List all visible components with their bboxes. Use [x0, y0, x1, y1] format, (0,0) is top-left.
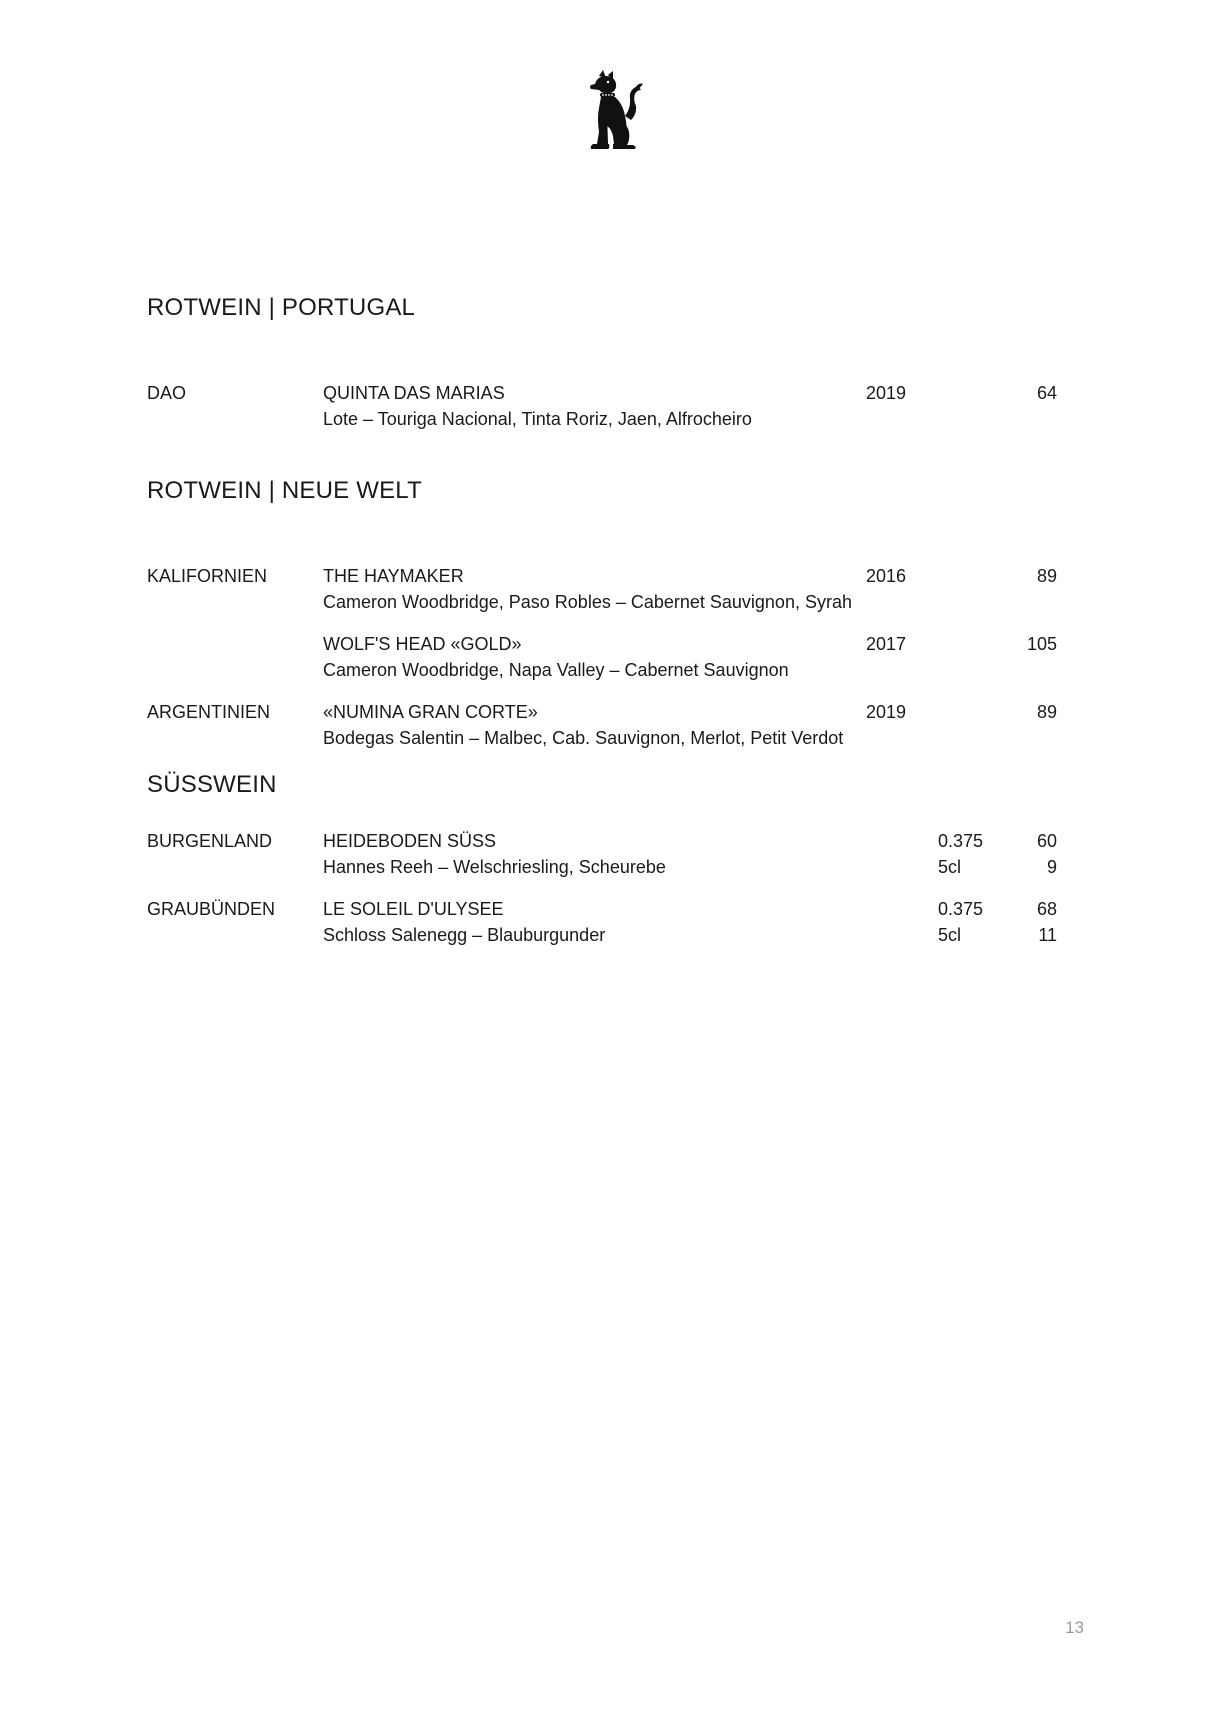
section-title-suesswein: SÜSSWEIN [147, 771, 277, 798]
wine-name: THE HAYMAKER [323, 566, 464, 586]
wine-description: Cameron Woodbridge, Napa Valley – Cabernet Sauvignon [323, 660, 789, 680]
wine-prices [1037, 828, 1057, 880]
wine-region: ARGENTINIEN [147, 702, 271, 722]
wine-description: Schloss Salenegg – Blauburgunder [323, 925, 606, 945]
wine-region: GRAUBÜNDEN [147, 899, 276, 919]
section-title-rotwein-neue-welt: ROTWEIN | NEUE WELT [147, 477, 422, 504]
wine-price: 105 [1026, 634, 1057, 654]
bottle-size: 0.375 [938, 899, 984, 919]
wine-vintage: 2017 [866, 634, 907, 654]
seated-dog-crest-icon [581, 70, 645, 150]
wine-info [323, 563, 852, 615]
wine-price: 68 [1036, 899, 1057, 919]
wine-price: 60 [1036, 831, 1057, 851]
bottle-size: 5cl [938, 857, 962, 877]
wine-info [323, 699, 843, 751]
bottle-sizes [938, 828, 998, 880]
wine-price: 89 [1036, 702, 1057, 722]
wine-name: QUINTA DAS MARIAS [323, 383, 505, 403]
wine-name: «NUMINA GRAN CORTE» [323, 702, 538, 722]
wine-region: BURGENLAND [147, 831, 273, 851]
wine-price: 11 [1038, 925, 1057, 945]
wine-region: DAO [147, 383, 187, 403]
bottle-size: 0.375 [938, 831, 984, 851]
wine-description: Lote – Touriga Nacional, Tinta Roriz, Jaen, Alfrocheiro [323, 409, 752, 429]
wine-vintage: 2019 [866, 383, 907, 403]
wine-price: 89 [1036, 566, 1057, 586]
wine-info [323, 631, 789, 683]
bottle-sizes [938, 896, 998, 948]
section-title-rotwein-portugal: ROTWEIN | PORTUGAL [147, 294, 416, 321]
wine-name: WOLF'S HEAD «GOLD» [323, 634, 522, 654]
wine-name: HEIDEBODEN SÜSS [323, 831, 497, 851]
wine-description: Hannes Reeh – Welschriesling, Scheurebe [323, 857, 666, 877]
wine-info [323, 896, 605, 948]
wine-info [323, 380, 752, 432]
bottle-size: 5cl [938, 925, 962, 945]
wine-description: Bodegas Salentin – Malbec, Cab. Sauvignon, Merlot, Petit Verdot [323, 728, 844, 748]
wine-vintage: 2019 [866, 702, 907, 722]
wine-region: KALIFORNIEN [147, 566, 268, 586]
wine-price: 9 [1046, 857, 1057, 877]
wine-prices [1037, 896, 1057, 948]
page-number: 13 [1065, 1618, 1084, 1637]
wine-price: 64 [1036, 383, 1057, 403]
wine-info [323, 828, 666, 880]
wine-description: Cameron Woodbridge, Paso Robles – Cabernet Sauvignon, Syrah [323, 592, 852, 612]
wine-name: LE SOLEIL D'ULYSEE [323, 899, 504, 919]
wine-vintage: 2016 [866, 566, 907, 586]
